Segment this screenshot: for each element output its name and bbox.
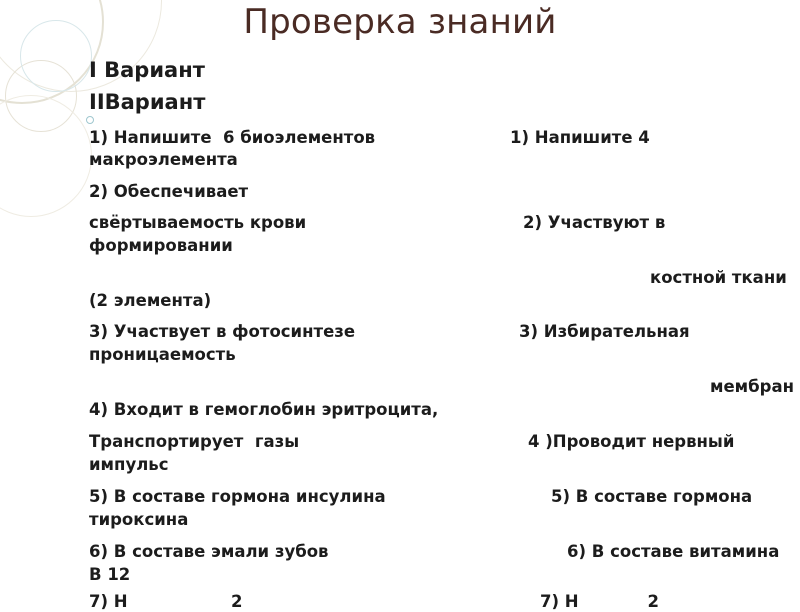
question-4-right-wrap: импульс: [89, 455, 169, 474]
question-3-right-wrap: проницаемость: [89, 345, 236, 364]
variant-two-heading: IIВариант: [89, 90, 206, 114]
question-2-right-cont: костной ткани: [650, 268, 787, 287]
question-2-right: 2) Участвуют в: [523, 213, 666, 232]
question-4-right: 4 )Проводит нервный: [528, 432, 735, 451]
question-2-right-wrap: формировании: [89, 236, 233, 255]
question-1-right-wrap: макроэлемента: [89, 150, 238, 169]
variant-one-heading: I Вариант: [89, 58, 205, 82]
question-2-note: (2 элемента): [89, 291, 212, 310]
question-2-left-cont: свёртываемость крови: [89, 213, 307, 232]
question-6-right: 6) В составе витамина: [567, 542, 780, 561]
decor-dot: [86, 116, 94, 124]
question-1-right: 1) Напишите 4: [510, 128, 650, 147]
question-7-right: 7) Н 2: [540, 592, 659, 611]
question-5-left: 5) В составе гормона инсулина: [89, 487, 386, 506]
question-3-left: 3) Участвует в фотосинтезе: [89, 322, 356, 341]
question-6-left: 6) В составе эмали зубов: [89, 542, 329, 561]
question-5-right: 5) В составе гормона: [551, 487, 753, 506]
question-3-right: 3) Избирательная: [519, 322, 690, 341]
question-4-left: 4) Входит в гемоглобин эритроцита,: [89, 400, 439, 419]
question-3-right-cont: мембран: [710, 377, 795, 396]
question-5-right-wrap: тироксина: [89, 510, 189, 529]
question-2-left: 2) Обеспечивает: [89, 182, 249, 201]
question-4-left-cont: Транспортирует газы: [89, 432, 300, 451]
decor-circle: [0, 95, 92, 217]
question-6-right-wrap: В 12: [89, 565, 131, 584]
question-1-left: 1) Напишите 6 биоэлементов: [89, 128, 376, 147]
page-title: Проверка знаний: [243, 2, 557, 42]
question-7-left: 7) Н 2: [89, 592, 243, 611]
